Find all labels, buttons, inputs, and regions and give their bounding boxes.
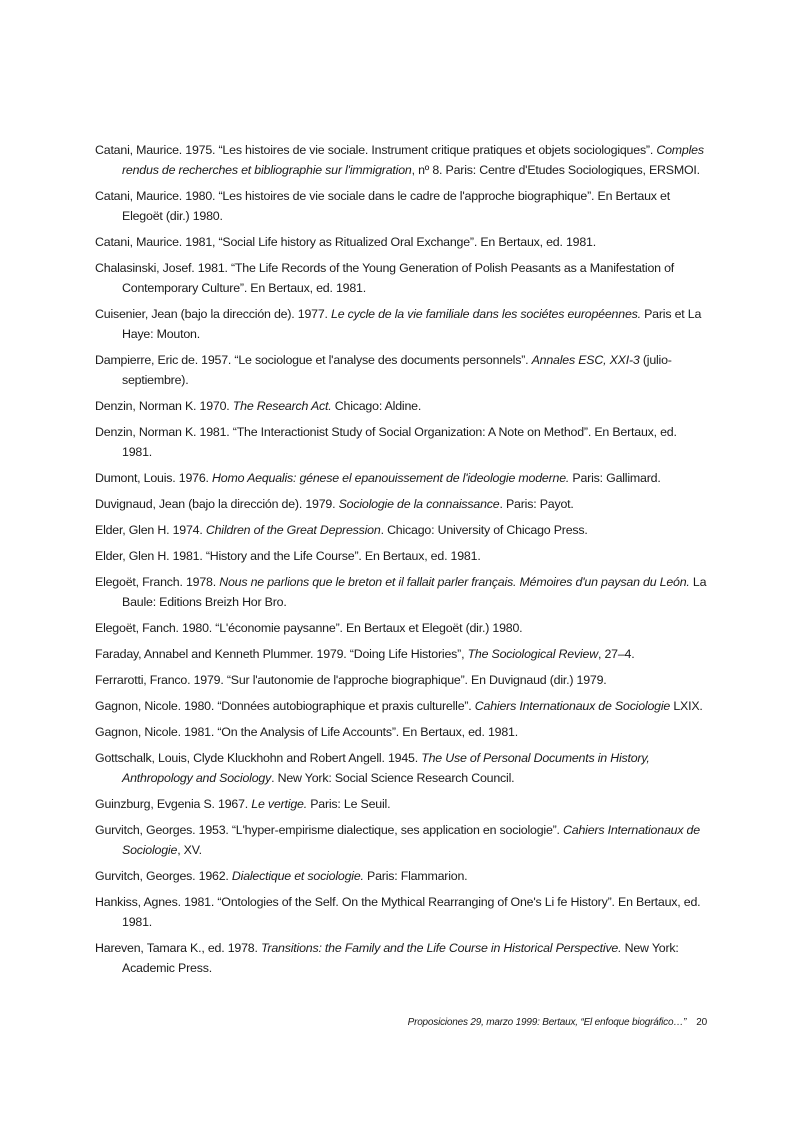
reference-title: Transitions: the Family and the Life Course in Historical Perspective.	[260, 941, 622, 955]
reference-text: , nº 8. Paris: Centre d'Etudes Sociologiques, ERSMOI.	[411, 163, 700, 177]
reference-text: Gagnon, Nicole. 1981. “On the Analysis of Life Accounts”. En Bertaux, ed. 1981.	[95, 725, 518, 739]
reference-text: Cuisenier, Jean (bajo la dirección de). 1977.	[95, 307, 332, 321]
reference-text: Dampierre, Eric de. 1957. “Le sociologue et l'analyse des documents personnels”.	[95, 353, 532, 367]
reference-text: Gurvitch, Georges. 1962.	[95, 869, 232, 883]
reference-text: Ferrarotti, Franco. 1979. “Sur l'autonomie de l'approche biographique”. En Duvignaud (dir.) 1979.	[95, 673, 607, 687]
reference-text: Elegoët, Franch. 1978.	[95, 575, 220, 589]
reference-text: Paris: Gallimard.	[569, 471, 661, 485]
reference-title: Le vertige.	[251, 797, 307, 811]
reference-entry	[95, 938, 707, 978]
reference-text: Gurvitch, Georges. 1953. “L'hyper-empirisme dialectique, ses application en sociologie”.	[95, 823, 564, 837]
reference-text: Guinzburg, Evgenia S. 1967.	[95, 797, 252, 811]
reference-text: Denzin, Norman K. 1981. “The Interactionist Study of Social Organization: A Note on Method”. En Bertaux, ed. 1981.	[95, 425, 677, 459]
reference-title: The Research Act.	[232, 399, 332, 413]
reference-text: . Chicago: University of Chicago Press.	[380, 523, 588, 537]
reference-text: Paris: Le Seuil.	[306, 797, 391, 811]
reference-text: Duvignaud, Jean (bajo la dirección de). 1979.	[95, 497, 339, 511]
reference-entry	[95, 140, 707, 180]
reference-entry	[95, 494, 707, 514]
reference-entry	[95, 520, 707, 540]
reference-text: Catani, Maurice. 1980. “Les histoires de vie sociale dans le cadre de l'approche biographique”. En Bertaux et Elegoët (dir.) 1980.	[95, 189, 670, 223]
reference-text: Denzin, Norman K. 1970.	[95, 399, 233, 413]
reference-text: Gagnon, Nicole. 1980. “Données autobiographique et praxis culturelle”.	[95, 699, 475, 713]
reference-title: Annales ESC, XXI-3	[531, 353, 640, 367]
reference-entry	[95, 304, 707, 344]
reference-text: Elegoët, Fanch. 1980. “L'économie paysanne”. En Bertaux et Elegoët (dir.) 1980.	[95, 621, 523, 635]
reference-entry	[95, 572, 707, 612]
reference-entry	[95, 794, 707, 814]
reference-entry	[95, 644, 707, 664]
reference-text: Gottschalk, Louis, Clyde Kluckhohn and Robert Angell. 1945.	[95, 751, 422, 765]
reference-text: , 27–4.	[597, 647, 635, 661]
reference-text: Elder, Glen H. 1981. “History and the Life Course”. En Bertaux, ed. 1981.	[95, 549, 481, 563]
reference-entry	[95, 546, 707, 566]
reference-text: Chicago: Aldine.	[331, 399, 422, 413]
reference-entry	[95, 468, 707, 488]
reference-text: , XV.	[177, 843, 202, 857]
reference-entry	[95, 186, 707, 226]
reference-text: LXIX.	[670, 699, 703, 713]
reference-title: The Sociological Review	[467, 647, 598, 661]
reference-entry	[95, 892, 707, 932]
bibliography-list	[95, 140, 707, 984]
reference-text: Chalasinski, Josef. 1981. “The Life Records of the Young Generation of Polish Peasants as a Manifestation of Contemporary Culture”. En Bertaux, ed. 1981.	[95, 261, 675, 295]
reference-text: Elder, Glen H. 1974.	[95, 523, 206, 537]
reference-entry	[95, 350, 707, 390]
reference-title: Cahiers Internationaux de Sociologie	[474, 699, 671, 713]
reference-title: Sociologie de la connaissance	[338, 497, 500, 511]
reference-text: Catani, Maurice. 1975. “Les histoires de vie sociale. Instrument critique pratiques et objets sociologiques”.	[95, 143, 657, 157]
reference-text: . New York: Social Science Research Council.	[271, 771, 515, 785]
reference-text: Hankiss, Agnes. 1981. “Ontologies of the Self. On the Mythical Rearranging of One's Li fe History”. En Bertaux, ed. 1981.	[95, 895, 701, 929]
reference-entry	[95, 618, 707, 638]
reference-text: Paris: Flammarion.	[363, 869, 468, 883]
reference-entry	[95, 696, 707, 716]
reference-text: . Paris: Payot.	[499, 497, 574, 511]
reference-text: La Baule: Editions Breizh Hor Bro.	[122, 575, 707, 609]
footer-citation: Proposiciones 29, marzo 1999: Bertaux, “El enfoque biográfico…”	[407, 1017, 687, 1028]
reference-title: Cahiers Internationaux de Sociologie	[122, 823, 700, 857]
reference-entry	[95, 820, 707, 860]
reference-title: Nous ne parlions que le breton et il fallait parler français. Mémoires d'un paysan du León.	[219, 575, 690, 589]
reference-title: Comples rendus de recherches et bibliographie sur l'immigration	[122, 143, 704, 177]
reference-entry	[95, 866, 707, 886]
reference-title: Children of the Great Depression	[205, 523, 381, 537]
page-footer	[408, 1017, 707, 1028]
reference-entry	[95, 232, 707, 252]
reference-entry	[95, 258, 707, 298]
reference-text: (julio-septiembre).	[122, 353, 672, 387]
reference-entry	[95, 722, 707, 742]
reference-text: Catani, Maurice. 1981, “Social Life history as Ritualized Oral Exchange”. En Bertaux, ed. 1981.	[95, 235, 596, 249]
reference-title: Dialectique et sociologie.	[231, 869, 364, 883]
reference-entry	[95, 748, 707, 788]
reference-title: Le cycle de la vie familiale dans les sociétes européennes.	[331, 307, 641, 321]
page-number: 20	[696, 1017, 707, 1028]
reference-entry	[95, 670, 707, 690]
reference-text: Paris et La Haye: Mouton.	[122, 307, 702, 341]
reference-text: New York: Academic Press.	[122, 941, 679, 975]
reference-text: Faraday, Annabel and Kenneth Plummer. 1979. “Doing Life Histories”,	[95, 647, 468, 661]
reference-text: Hareven, Tamara K., ed. 1978.	[95, 941, 261, 955]
reference-title: The Use of Personal Documents in History, Anthropology and Sociology	[122, 751, 650, 785]
reference-entry	[95, 422, 707, 462]
reference-text: Dumont, Louis. 1976.	[95, 471, 213, 485]
reference-title: Homo Aequalis: génese el epanouissement de l'ideologie moderne.	[212, 471, 570, 485]
reference-entry	[95, 396, 707, 416]
